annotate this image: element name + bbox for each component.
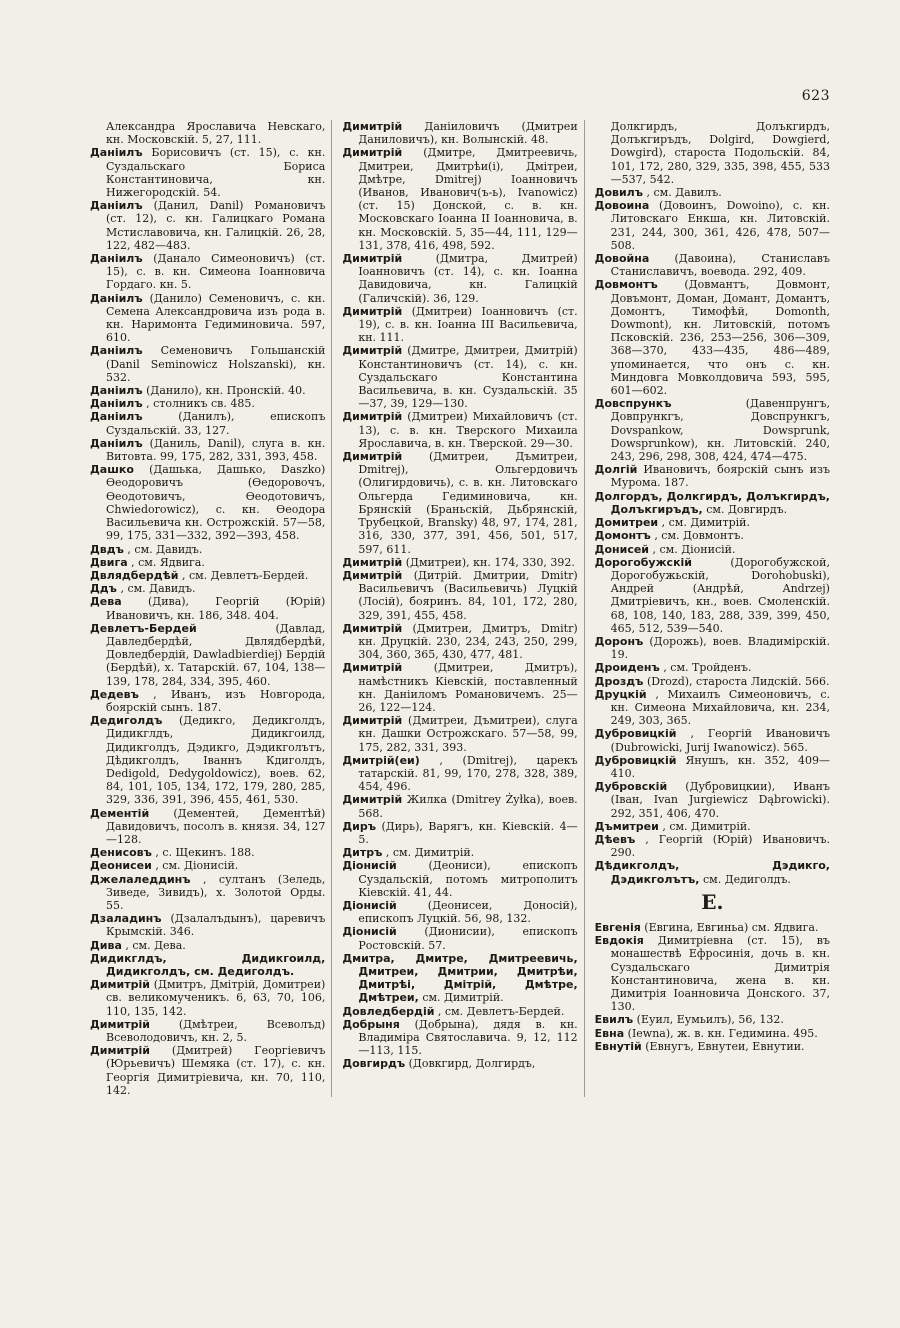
entry-text: (Давлад, Давледбердѣй, Двлядбердѣй, Довледбердій, Dawladbierdiej) Бердій (Бердѣй), х. Татарскій. 67, 104, 138—139, 178, 284, 334, 395, 460. bbox=[106, 621, 326, 688]
entry-text: (Дмитре, Дмитреевичь, Дмитреи, Дмитрѣи(і), Дмітреи, Дмѣтре, Dmitrej) Іоанновичъ (Иванов, Иванович(ъ-ь), Ivanowicz) (ст. 15) Донской, с. в. кн. Московскаго Іоанна II Іоанновича, в. кн. Московскій. 5, 35—44, 111, 129—131, 378, 416, 498, 592. bbox=[358, 146, 578, 252]
entry-text: , см. Димитрій. bbox=[661, 516, 750, 530]
index-entry bbox=[594, 252, 830, 279]
entry-headword: Даніилъ bbox=[90, 199, 143, 213]
entry-text: (Дирь), Варягъ, кн. Кіевскій. 4—5. bbox=[358, 819, 578, 846]
entry-text: (Дмитреи, Дмитръ, Dmitr) кн. Друцкій. 230, 234, 243, 250, 299, 304, 360, 365, 430, 477, 481. bbox=[358, 621, 578, 662]
entry-headword: Димитрій bbox=[342, 344, 403, 358]
entry-text: , см. Девлетъ-Бердей. bbox=[437, 1004, 565, 1018]
entry-text: , см. Димитрій. bbox=[662, 819, 751, 833]
index-entry bbox=[594, 859, 830, 886]
entry-text: , см. Димитрій. bbox=[385, 846, 475, 860]
entry-text: (Iewna), ж. в. кн. Гедимина. 495. bbox=[627, 1026, 818, 1040]
entry-text: (Дмитреи, Дъмитреи), слуга кн. Дашки Острожскаго. 57—58, 99, 175, 282, 331, 393. bbox=[358, 714, 578, 754]
entry-headword: Доронъ bbox=[594, 634, 644, 648]
index-entry bbox=[342, 621, 578, 662]
index-entry bbox=[342, 568, 578, 622]
index-entry bbox=[90, 859, 325, 873]
index-entry bbox=[90, 555, 325, 569]
index-entry bbox=[594, 1013, 830, 1027]
entry-headword: Дидикглдъ, Дидикгоилд, Дидикголдъ, см. Дедиголдъ. bbox=[90, 951, 326, 978]
entry-headword: Денисовъ bbox=[90, 846, 152, 860]
entry-text: см. Димитрій. bbox=[422, 991, 504, 1005]
entry-text: , см. Девлетъ-Бердей. bbox=[181, 568, 309, 582]
index-entry bbox=[594, 634, 830, 662]
index-entry bbox=[90, 806, 326, 847]
entry-text: (Давенпрунгъ, Довпрункгъ, Довспрункгъ, Dovspankow, Dowsprunk, Dowsprunkow), кн. Литовскій. 240, 243, 296, 298, 308, 424, 474—475. bbox=[610, 397, 830, 464]
entry-headword: Долгордъ, Долкгирдъ, Долъкгирдъ, Долъкгиръдъ, bbox=[594, 489, 830, 516]
entry-headword: Дева bbox=[90, 595, 122, 609]
index-entry bbox=[342, 714, 578, 754]
entry-text: Семеновичъ Гольшанскій (Danil Seminowicz Holszanski), кн. 532. bbox=[106, 344, 326, 384]
index-entry bbox=[90, 146, 326, 200]
index-entry bbox=[90, 846, 325, 860]
entry-text: (Дионисии), епископъ Ростовскій. 57. bbox=[358, 925, 578, 952]
entry-headword: Дмитрій(еи) bbox=[342, 753, 420, 767]
index-entry bbox=[90, 951, 326, 978]
entry-text: (Довоинъ, Dowoino), с. кн. Литовскаго Енкша, кн. Литовскій. 231, 244, 300, 361, 426, 478, 507—508. bbox=[610, 199, 830, 252]
entry-headword: Дива bbox=[90, 938, 122, 952]
entry-headword: Довойна bbox=[594, 252, 650, 266]
index-entry bbox=[90, 291, 326, 345]
entry-text: , см. Тройденъ. bbox=[663, 661, 752, 675]
entry-headword: Довгирдъ bbox=[342, 1057, 406, 1071]
index-entry bbox=[342, 252, 578, 305]
index-entry bbox=[594, 555, 830, 635]
index-entry bbox=[342, 1017, 578, 1058]
index-entry bbox=[342, 859, 578, 899]
entry-headword: Даніилъ bbox=[90, 397, 143, 411]
entry-text: (Довкгирд, Долгирдъ, bbox=[408, 1057, 536, 1071]
index-entry bbox=[106, 120, 325, 146]
index-entry bbox=[342, 898, 578, 926]
index-entry bbox=[342, 555, 577, 569]
entry-text: Даніиловичъ (Дмитреи Даниловичъ), кн. Волынскій. 48. bbox=[358, 120, 578, 147]
index-entry bbox=[594, 934, 830, 1014]
index-entry bbox=[594, 1026, 830, 1040]
entry-headword: Димитрій bbox=[342, 793, 403, 807]
entry-text: (Дива), Георгій (Юрій) Ивановичъ, кн. 186, 348. 404. bbox=[106, 595, 326, 622]
index-entry bbox=[342, 951, 578, 1005]
index-entry bbox=[90, 542, 325, 556]
entry-headword: Дзаладинъ bbox=[90, 912, 162, 926]
index-entry bbox=[594, 661, 830, 675]
entry-headword: Диръ bbox=[342, 819, 376, 833]
index-entry bbox=[90, 582, 325, 596]
index-entry bbox=[342, 146, 578, 252]
entry-headword: Дъмитреи bbox=[594, 819, 659, 833]
entry-text: (Деониси), епископъ Суздальскій, потомъ митрополитъ Кіевскій. 41, 44. bbox=[358, 859, 578, 899]
index-entry bbox=[90, 199, 326, 252]
index-entry bbox=[342, 819, 578, 846]
entry-text: , см. Діонисій. bbox=[155, 859, 239, 873]
index-entry bbox=[90, 252, 326, 292]
index-entry bbox=[90, 384, 325, 398]
entry-text: (Дмитреи) Іоанновичъ (ст. 19), с. в. кн. Іоанна III Васильевича, кн. 111. bbox=[358, 304, 578, 345]
index-entry bbox=[90, 344, 326, 384]
index-entry bbox=[342, 753, 578, 794]
entry-headword: Димитрій bbox=[90, 1044, 150, 1058]
entry-headword: Діонисій bbox=[342, 859, 397, 873]
column-1 bbox=[90, 120, 332, 1097]
entry-headword: Дмитра, Дмитре, Дмитреевичь, Дмитреи, Дмитрии, Дмитрѣи, Дмитрѣі, Дмітрій, Дмѣтре, Дмѣтреи, bbox=[342, 951, 578, 1005]
entry-headword: Димитрій bbox=[342, 621, 403, 635]
entry-headword: Димитрій bbox=[342, 555, 403, 569]
index-entry bbox=[342, 1004, 577, 1018]
index-entry bbox=[90, 568, 325, 582]
entry-text: (Даниль, Danil), слуга в. кн. Витовта. 99, 175, 282, 331, 393, 458. bbox=[106, 436, 326, 464]
entry-headword: Друцкій bbox=[594, 687, 647, 701]
entry-headword: Евнутій bbox=[594, 1039, 642, 1053]
entry-headword: Димитрій bbox=[342, 146, 403, 160]
index-entry bbox=[90, 397, 325, 411]
index-entry bbox=[90, 978, 326, 1018]
entry-text: Жилка (Dmitrey Żyłka), воев. 568. bbox=[358, 793, 578, 820]
entry-headword: Дѣевъ bbox=[594, 832, 636, 846]
index-entry bbox=[611, 120, 830, 186]
entry-text: (Данило) Семеновичъ, с. кн. Семена Александровича изъ рода в. кн. Наримонта Гедиминовича. 597, 610. bbox=[106, 291, 326, 345]
entry-text: (Дашька, Дашько, Daszko) Ѳеодоровичъ (Ѳедоровочъ, Ѳеодотовичъ, Ѳеодотовичъ, Chwiedorowicz), с. кн. Ѳеодора Васильевича кн. Острожскій. 57—58, 99, 175, 331—332, 392—393, 458. bbox=[106, 463, 326, 543]
page-number: 623 bbox=[801, 88, 830, 104]
entry-headword: Долгій bbox=[594, 463, 638, 477]
entry-headword: Дашко bbox=[90, 463, 134, 477]
index-entry bbox=[90, 595, 326, 622]
index-entry bbox=[90, 872, 326, 913]
entry-headword: Діонисій bbox=[342, 925, 397, 939]
entry-text: , см. Давилъ. bbox=[646, 186, 722, 200]
entry-text: , султанъ (Зеледь, Зиведе, Зивидъ), х. Золотой Орды. 55. bbox=[106, 872, 326, 912]
entry-headword: Домитреи bbox=[594, 516, 659, 530]
entry-text: (Данил, Danil) Романовичъ (ст. 12), с. кн. Галицкаго Романа Мстиславовича, кн. Галицкій. 26, 28, 122, 482—483. bbox=[106, 199, 326, 252]
index-entry bbox=[594, 489, 830, 516]
index-entry bbox=[342, 925, 578, 952]
entry-text: (Дементей, Дементѣй) Давидовичъ, посолъ в. князя. 34, 127—128. bbox=[106, 806, 326, 846]
entry-text: (Добрына), дядя в. кн. Владиміра Святославича. 9, 12, 112—113, 115. bbox=[358, 1017, 578, 1058]
index-entry bbox=[594, 687, 830, 728]
entry-text: (Дедикго, Дедикголдъ, Дидикглдъ, Дидикгоилд, Дидикголдъ, Дэдикго, Дэдикголътъ, Дѣдикголдъ, Іваннъ Кдиголдъ, Dedigold, Dedygoldowicz), воев. 62, 84, 101, 105, 134, 172, 179, 280, 285, 329, 336, 391, 396, 455, 461, 530. bbox=[106, 714, 326, 807]
entry-text: , см. Діонисій. bbox=[652, 542, 736, 556]
index-entry bbox=[342, 304, 578, 345]
index-entry bbox=[90, 687, 326, 714]
entry-headword: Димитрій bbox=[90, 1017, 150, 1031]
entry-text: см. Дедиголдъ. bbox=[702, 872, 791, 886]
index-entry bbox=[90, 912, 326, 939]
entry-headword: Димитрій bbox=[342, 450, 403, 464]
entry-headword: Добрыня bbox=[342, 1017, 400, 1031]
entry-text: (Евнугъ, Евнутеи, Евнутии. bbox=[645, 1039, 805, 1053]
entry-headword: Димитрій bbox=[342, 252, 403, 266]
entry-headword: Димитрій bbox=[342, 661, 403, 675]
entry-text: (Дмитреи), кн. 174, 330, 392. bbox=[405, 555, 575, 569]
entry-headword: Дитръ bbox=[342, 846, 383, 860]
entry-headword: Дедиголдъ bbox=[90, 714, 163, 728]
entry-headword: Дорогобужскій bbox=[594, 555, 693, 569]
entry-text: (Дорожь), воев. Владимірскій. 19. bbox=[610, 634, 830, 662]
entry-text: (Drozd), староста Лидскій. 566. bbox=[646, 674, 830, 688]
index-entry bbox=[594, 186, 830, 200]
entry-text: , Иванъ, изъ Новгорода, боярскій сынъ. 187. bbox=[106, 687, 326, 714]
entry-text: Александра Ярославича Невскаго, кн. Московскій. 5, 27, 111. bbox=[106, 120, 326, 147]
entry-text: Ивановичъ, боярскій сынъ изъ Мурома. 187. bbox=[610, 463, 830, 490]
entry-text: , см. Давидъ. bbox=[127, 542, 203, 556]
index-entry bbox=[594, 832, 830, 860]
entry-headword: Даніилъ bbox=[90, 436, 143, 450]
entry-text: (Евгина, Евгиньа) см. Ядвига. bbox=[644, 920, 819, 934]
entry-headword: Димитрій bbox=[342, 120, 403, 133]
entry-headword: Дубровицкій bbox=[594, 727, 677, 741]
index-entry bbox=[594, 199, 830, 252]
entry-text: (Дмитреи, Дмитръ), намѣстникъ Кіевскій, поставленный кн. Даніиломъ Романовичемъ. 25—26, 122—124. bbox=[358, 661, 578, 714]
index-entry bbox=[342, 793, 578, 820]
entry-text: (Дмитрей) Георгіевичъ (Юрьевичъ) Шемяка (ст. 17), с. кн. Георгія Димитріевича, кн. 70, 110, 142. bbox=[106, 1044, 326, 1097]
entry-headword: Донисей bbox=[594, 542, 650, 556]
entry-headword: Довспрункъ bbox=[594, 397, 672, 411]
entry-text: , см. Дева. bbox=[125, 938, 186, 952]
entry-text: (Дорогобужской, Дорогобужьскій, Dorohobuski), Андрей (Андрѣй, Andrzej) Дмитріевичъ, кн., воев. Смоленскій. 68, 108, 140, 183, 288, 339, 399, 450, 465, 512, 539—540. bbox=[610, 555, 830, 635]
entry-text: (Дмитра, Дмитрей) Іоанновичъ (ст. 14), с. кн. Іоанна Давидовича, кн. Галицкій (Галичскій). 36, 129. bbox=[358, 252, 578, 305]
index-entry bbox=[594, 780, 830, 820]
index-entry bbox=[90, 1044, 326, 1097]
entry-text: , с. Щекинъ. 188. bbox=[155, 846, 255, 860]
entry-text: , Георгій (Юрій) Ивановичъ. 290. bbox=[610, 832, 830, 860]
entry-headword: Ддъ bbox=[90, 582, 117, 596]
index-entry bbox=[594, 463, 830, 490]
entry-text: (Данилъ), епископъ Суздальскій. 33, 127. bbox=[106, 410, 326, 437]
entry-text: (Дмитръ, Дмітрій, Домитреи) св. великомученикъ. 6, 63, 70, 106, 110, 135, 142. bbox=[106, 978, 326, 1018]
entry-headword: Двига bbox=[90, 555, 128, 569]
entry-headword: Даніилъ bbox=[90, 344, 143, 358]
column-2 bbox=[342, 120, 584, 1097]
index-entry bbox=[90, 938, 325, 952]
index-entry bbox=[342, 450, 578, 556]
index-entry bbox=[342, 846, 577, 860]
index-entry bbox=[90, 463, 326, 543]
index-entry bbox=[342, 1057, 577, 1071]
entry-text: , (Dmitrej), царекъ татарскій. 81, 99, 170, 278, 328, 389, 454, 496. bbox=[358, 753, 578, 794]
index-entry bbox=[90, 621, 326, 688]
entry-text: (Дмитреи, Дъмитреи, Dmitrej), Ольгердовичъ (Олигирдовичь), с. в. кн. Литовскаго Ольгерда Гедиминовича, кн. Брянскій (Браньскій, Дьбрянскій, Трубецкой, Bransky) 48, 97, 174, 281, 316, 330, 377, 391, 456, 501, 517, 597, 611. bbox=[358, 450, 578, 556]
entry-headword: Деонисеи bbox=[90, 859, 152, 873]
entry-headword: Евдокія bbox=[594, 934, 644, 948]
entry-headword: Даніилъ bbox=[90, 410, 143, 424]
index-entry bbox=[90, 436, 326, 464]
index-entry bbox=[342, 120, 578, 147]
entry-headword: Евна bbox=[594, 1026, 625, 1040]
entry-headword: Димитрій bbox=[342, 304, 403, 318]
entry-text: , Михаилъ Симеоновичъ, с. кн. Симеона Михайловича, кн. 234, 249, 303, 365. bbox=[610, 687, 830, 728]
entry-text: , см. Ядвига. bbox=[131, 555, 205, 569]
entry-text: (Еуил, Еумьилъ), 56, 132. bbox=[636, 1013, 784, 1027]
entry-headword: Джелаледдинъ bbox=[90, 872, 191, 886]
entry-text: (Дитрій. Дмитрии, Dmitr) Васильевичъ (Васильевичь) Луцкій (Лосій), бояринъ. 84, 101, 172, 280, 329, 391, 455, 458. bbox=[358, 568, 578, 622]
entry-headword: Даніилъ bbox=[90, 384, 143, 398]
entry-text: , см. Давидъ. bbox=[120, 582, 196, 596]
index-entry bbox=[594, 753, 830, 780]
index-entry bbox=[594, 1039, 830, 1053]
entry-text: (Довмантъ, Довмонт, Довъмонт, Доман, Домант, Домантъ, Домонтъ, Тимофѣй, Domonth, Dowmont), кн. Литовскій, потомъ Псковскій. 236, 253—256, 306—309, 368—370, 433—435, 486—489, упоминается, что онъ с. кн. Миндовга Мовколдовича 593, 595, 601—602. bbox=[610, 278, 830, 398]
column-3 bbox=[595, 120, 830, 1097]
entry-headword: Довилъ bbox=[594, 186, 644, 200]
index-entry bbox=[90, 1017, 326, 1045]
entry-text: Долкгирдъ, Долъкгирдъ, Долъкгиръдъ, Dolgird, Dowgierd, Dowgird), староста Подольскій. 84, 101, 172, 280, 329, 335, 398, 455, 533—537, 542. bbox=[610, 120, 830, 186]
entry-text: , см. Довмонтъ. bbox=[654, 529, 744, 543]
index-entry bbox=[594, 727, 830, 754]
entry-text: , Георгій Ивановичъ (Dubrowicki, Jurij Iwanowicz). 565. bbox=[610, 727, 830, 754]
entry-headword: Дроиденъ bbox=[594, 661, 660, 675]
entry-headword: Двдъ bbox=[90, 542, 124, 556]
index-entry bbox=[594, 920, 830, 934]
entry-headword: Дубровицкій bbox=[594, 753, 677, 767]
entry-text: (Дзалалъдынъ), царевичъ Крымскій. 346. bbox=[106, 912, 326, 939]
index-columns bbox=[90, 120, 830, 1097]
entry-headword: Довоина bbox=[594, 199, 650, 213]
section-letter-heading: Е. bbox=[701, 889, 724, 914]
index-entry bbox=[594, 529, 830, 543]
index-entry bbox=[594, 542, 830, 556]
entry-headword: Даніилъ bbox=[90, 291, 143, 305]
entry-headword: Димитрій bbox=[90, 978, 150, 992]
entry-text: , столникъ св. 485. bbox=[146, 397, 255, 411]
entry-headword: Дроздъ bbox=[594, 674, 644, 688]
entry-headword: Димитрій bbox=[342, 714, 403, 728]
index-entry bbox=[594, 397, 830, 464]
index-entry bbox=[342, 410, 578, 450]
entry-text: (Дмѣтреи, Всеволъд) Всеволодовичъ, кн. 2, 5. bbox=[106, 1017, 326, 1045]
entry-text: (Дмитреи) Михайловичъ (ст. 13), с. в. кн. Тверского Михаила Ярославича, в. кн. Тверской. 29—30. bbox=[358, 410, 578, 450]
entry-headword: Дубровскій bbox=[594, 780, 668, 794]
entry-headword: Довледбердій bbox=[342, 1004, 435, 1018]
entry-headword: Дементій bbox=[90, 806, 150, 820]
entry-headword: Евгенія bbox=[594, 920, 641, 934]
entry-text: Янушъ, кн. 352, 409—410. bbox=[610, 753, 830, 780]
index-entry bbox=[342, 344, 578, 411]
entry-headword: Домонтъ bbox=[594, 529, 651, 543]
entry-text: (Дубровицкии), Иванъ (Іван, Ivan Jurgiewicz Dąbrowicki). 292, 351, 406, 470. bbox=[610, 780, 830, 820]
index-entry bbox=[90, 714, 326, 807]
entry-headword: Двлядбердѣй bbox=[90, 568, 179, 582]
entry-headword: Дедевъ bbox=[90, 687, 139, 701]
entry-text: (Давоина), Станиславъ Станиславичъ, воевода. 292, 409. bbox=[610, 252, 830, 279]
entry-headword: Діонисій bbox=[342, 898, 397, 912]
index-entry bbox=[594, 819, 830, 833]
index-entry bbox=[342, 661, 578, 714]
entry-text: см. Довгирдъ. bbox=[706, 502, 788, 516]
entry-text: (Дмитре, Дмитреи, Дмитрій) Константиновичъ (ст. 14), с. кн. Суздальскаго Константина Васильевича, в. кн. Суздальскій. 35—37, 39, 129—130. bbox=[358, 344, 578, 411]
entry-headword: Евилъ bbox=[594, 1013, 634, 1027]
entry-headword: Даніилъ bbox=[90, 252, 143, 266]
entry-headword: Даніилъ bbox=[90, 146, 143, 160]
index-entry bbox=[594, 516, 830, 530]
entry-headword: Довмонтъ bbox=[594, 278, 658, 292]
index-entry bbox=[594, 674, 830, 688]
entry-headword: Дѣдикголдъ, Дэдикго, Дэдикголътъ, bbox=[594, 859, 830, 886]
entry-text: (Данило), кн. Пронскій. 40. bbox=[146, 384, 306, 398]
entry-headword: Девлетъ-Бердей bbox=[90, 621, 197, 635]
index-entry bbox=[90, 410, 326, 437]
entry-headword: Димитрій bbox=[342, 410, 403, 424]
entry-text: (Деонисеи, Доносій), епископъ Луцкій. 56, 98, 132. bbox=[358, 898, 578, 926]
entry-text: (Данало Симеоновичъ) (ст. 15), с. в. кн. Симеона Іоанновича Гордаго. кн. 5. bbox=[106, 252, 326, 292]
entry-text: Борисовичъ (ст. 15), с. кн. Суздальскаго Бориса Константиновича, кн. Нижегородскій. 54. bbox=[106, 146, 326, 200]
entry-text: Димитріевна (ст. 15), въ монашествѣ Ефросинія, дочь в. кн. Суздальскаго Димитрія Константиновича, жена в. кн. Димитрія Іоанновича Донского. 37, 130. bbox=[610, 934, 830, 1014]
entry-headword: Димитрій bbox=[342, 568, 403, 582]
index-entry bbox=[594, 278, 830, 398]
